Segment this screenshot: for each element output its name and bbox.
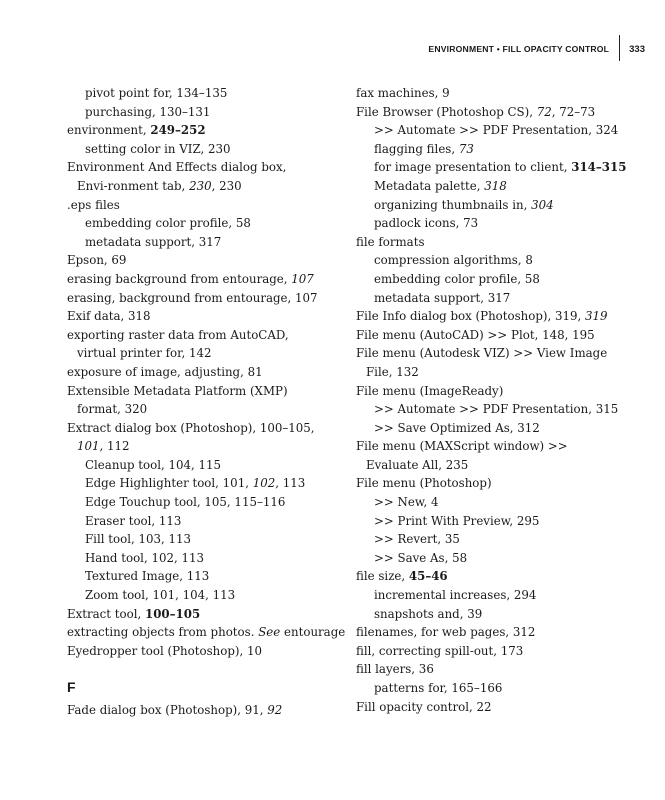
index-entry: file formats [356,234,425,249]
index-subentry: metadata support, 317 [374,290,511,305]
index-subentry: >> Automate >> PDF Presentation, 324 [374,123,619,138]
index-subentry: Metadata palette, 318 [374,178,507,193]
index-subentry: padlock icons, 73 [374,216,479,231]
index-entry: fill layers, 36 [356,662,434,677]
index-subentry: Zoom tool, 101, 104, 113 [85,588,236,603]
index-entry: File menu (ImageReady) [356,383,504,398]
index-entry: Extensible Metadata Platform (XMP) format, 320 [67,383,288,417]
index-subentry: embedding color profile, 58 [374,271,540,286]
index-subentry: incremental increases, 294 [374,588,537,603]
index-entry: Eyedropper tool (Photoshop), 10 [67,643,262,658]
index-entry: File Info dialog box (Photoshop), 319, 319 [356,309,608,324]
index-entry: Fade dialog box (Photoshop), 91, 92 [67,703,283,717]
index-entry: Environment And Effects dialog box, Envi-ronment tab, 230, 230 [67,160,287,193]
index-subentry: Edge Highlighter tool, 101, 102, 113 [85,476,306,491]
index-subentry: >> Revert, 35 [374,532,460,547]
index-entry: Extract tool, 100–105 [67,606,201,621]
index-column-left [67,84,346,720]
section-letter: F [67,679,76,696]
index-subentry: patterns for, 165–166 [374,681,503,695]
index-entry: Epson, 69 [67,253,127,268]
index-entry: File menu (Autodesk VIZ) >> View Image File, 132 [356,346,608,379]
index-subentry: pivot point for, 134–135 [85,86,228,100]
index-entry: File menu (AutoCAD) >> Plot, 148, 195 [356,327,595,342]
index-subentry: snapshots and, 39 [374,606,483,621]
index-entry: environment, 249–252 [67,123,206,138]
index-entry: Fill opacity control, 22 [356,699,492,714]
index-entry: exposure of image, adjusting, 81 [67,364,263,379]
index-subentry: organizing thumbnails in, 304 [374,197,554,212]
index-subentry: >> Save Optimized As, 312 [374,420,540,435]
index-subentry: Hand tool, 102, 113 [85,550,204,565]
running-head-title: ENVIRONMENT • FILL OPACITY CONTROL [428,44,610,54]
index-subentry: >> Automate >> PDF Presentation, 315 [374,402,619,417]
index-subentry: metadata support, 317 [85,234,222,249]
index-subentry: Edge Touchup tool, 105, 115–116 [85,495,286,510]
index-entry: File Browser (Photoshop CS), 72, 72–73 [356,104,596,119]
index-subentry: purchasing, 130–131 [85,104,211,119]
index-entry: Exif data, 318 [67,309,151,324]
index-subentry: >> Print With Preview, 295 [374,513,540,528]
page-number: 333 [629,43,645,55]
index-subentry: for image presentation to client, 314–315 [374,160,627,175]
index-subentry: setting color in VIZ, 230 [85,141,231,156]
index-entry: erasing background from entourage, 107 [67,271,314,286]
index-subentry: embedding color profile, 58 [85,216,251,231]
index-entry: erasing, background from entourage, 107 [67,290,318,305]
index-entry: File menu (MAXScript window) >> Evaluate All, 235 [356,439,568,472]
index-subentry: Textured Image, 113 [85,569,210,584]
index-subentry: Eraser tool, 113 [85,513,182,528]
index-subentry: Cleanup tool, 104, 115 [85,457,222,472]
index-subentry: >> Save As, 58 [374,550,468,565]
index-column-right [356,84,627,716]
index-entry: .eps files [67,197,120,212]
index-entry: fax machines, 9 [356,86,450,100]
index-subentry: >> New, 4 [374,495,439,510]
index-entry: File menu (Photoshop) [356,476,492,491]
index-entry: filenames, for web pages, 312 [356,625,536,640]
index-subentry: Fill tool, 103, 113 [85,532,192,547]
index-entry: file size, 45–46 [356,569,448,584]
index-entry: fill, correcting spill-out, 173 [356,643,524,658]
index-subentry: flagging files, 73 [374,141,474,156]
index-entry: exporting raster data from AutoCAD, virtual printer for, 142 [67,327,289,361]
running-header [428,37,645,61]
index-entry: extracting objects from photos. See entourage [67,625,346,640]
index-subentry: compression algorithms, 8 [374,253,533,268]
index-entry: Extract dialog box (Photoshop), 100–105, 101, 112 [67,420,315,454]
